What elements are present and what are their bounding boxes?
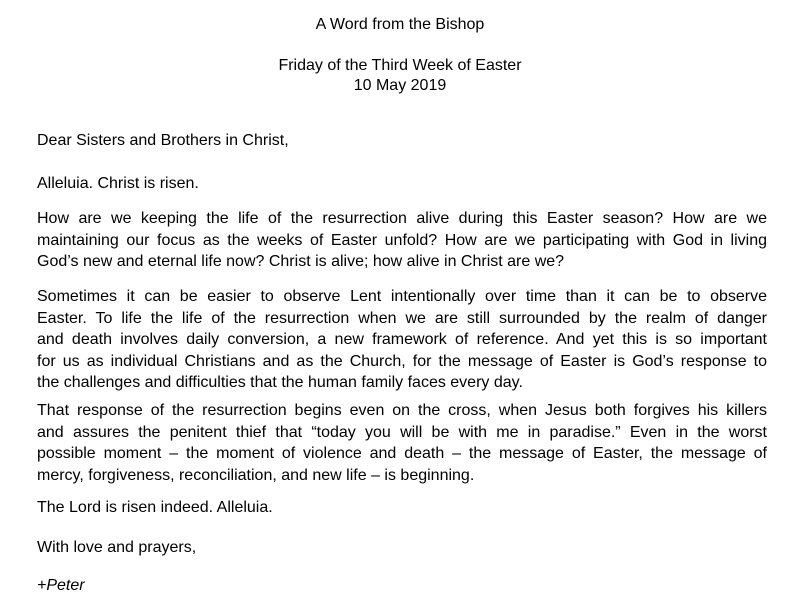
- paragraph-3: [37, 400, 767, 486]
- salutation: Dear Sisters and Brothers in Christ,: [37, 132, 289, 149]
- affirmation: The Lord is risen indeed. Alleluia.: [37, 499, 273, 516]
- paragraph-line: God’s new and eternal life now? Christ is alive; how alive in Christ are we?: [37, 253, 565, 270]
- paragraph-line: mercy, forgiveness, reconciliation, and new life – is beginning.: [37, 466, 475, 484]
- signature: +Peter: [37, 577, 85, 594]
- paragraph-2: [37, 286, 767, 394]
- paragraph-line: Sometimes it can be easier to observe Lent intentionally over time than it can be to observe: [37, 288, 767, 305]
- paragraph-1: [37, 208, 767, 273]
- paragraph-line: and assures the penitent thief that “today you will be with me in paradise.” Even in the worst: [37, 423, 767, 441]
- page-title: A Word from the Bishop: [315, 16, 485, 33]
- date-line: 10 May 2019: [353, 77, 447, 94]
- paragraph-line: the challenges and difficulties that the human family faces every day.: [37, 374, 523, 391]
- paragraph-line: maintaining our focus as the weeks of Easter unfold? How are we participating with God in living: [37, 231, 767, 249]
- greeting: Alleluia. Christ is risen.: [37, 175, 199, 192]
- paragraph-line: That response of the resurrection begins even on the cross, when Jesus both forgives his killers: [37, 402, 767, 419]
- paragraph-line: How are we keeping the life of the resurrection alive during this Easter season? How are we: [37, 210, 767, 227]
- paragraph-line: possible moment – the moment of violence and death – the message of Easter, the message of: [37, 445, 767, 462]
- closing: With love and prayers,: [37, 539, 197, 556]
- paragraph-line: Easter. To life the life of the resurrection when we are still surrounded by the realm of danger: [37, 309, 767, 327]
- paragraph-line: and death involves daily conversion, a new framework of reference. And yet this is so important: [37, 331, 767, 348]
- paragraph-line: for us as individual Christians and as the Church, for the message of Easter is God’s response to: [37, 352, 767, 370]
- occasion-line: Friday of the Third Week of Easter: [278, 57, 522, 74]
